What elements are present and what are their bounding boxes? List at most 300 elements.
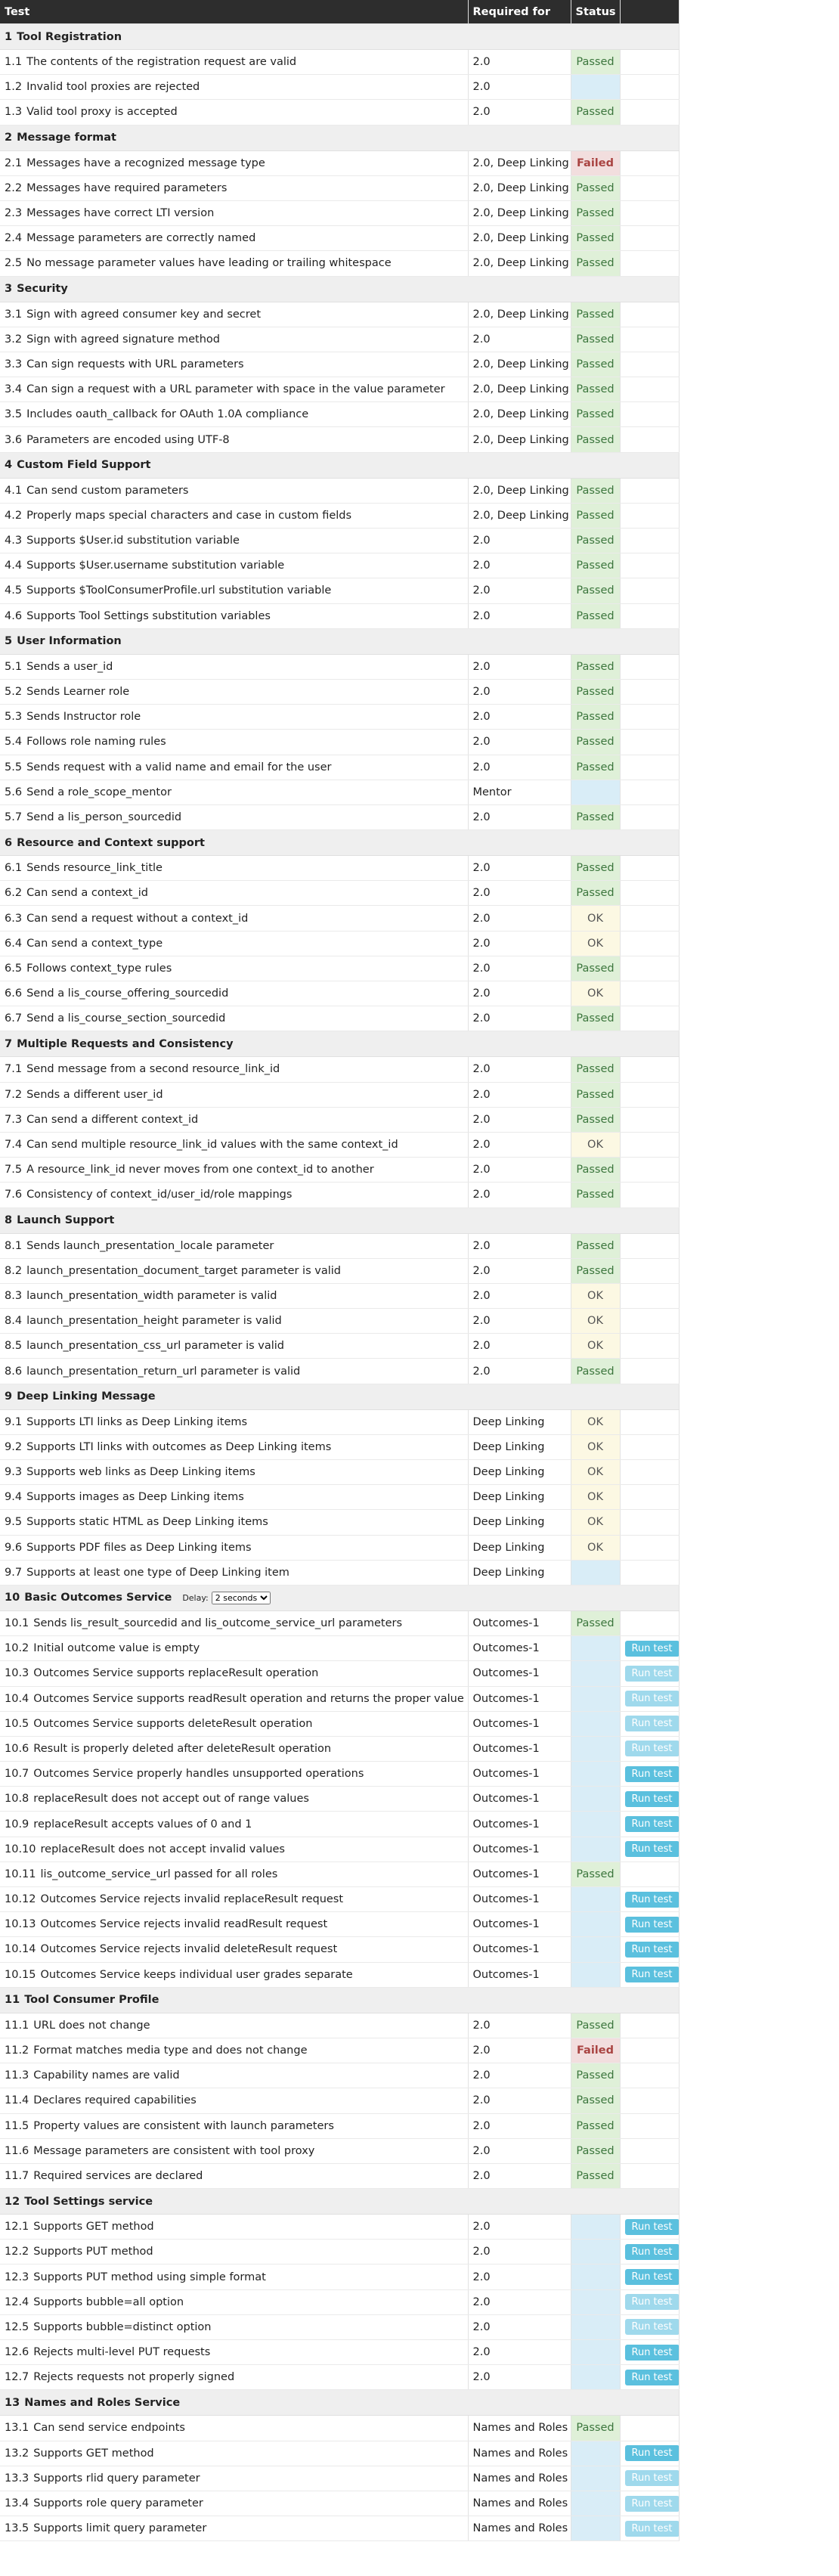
section-title-text: User Information: [17, 635, 122, 648]
status-badge: [571, 1812, 620, 1837]
required-for-cell: 2.0: [468, 1283, 571, 1308]
action-cell: [620, 150, 679, 175]
status-badge: Passed: [571, 327, 620, 352]
status-badge: OK: [571, 1460, 620, 1485]
status-badge: Passed: [571, 603, 620, 628]
test-name: Supports bubble=all option: [33, 2295, 184, 2308]
test-cell: [0, 478, 468, 503]
action-cell: [620, 730, 679, 755]
test-cell: [0, 1686, 468, 1711]
test-row: [0, 2340, 679, 2365]
status-badge: Passed: [571, 956, 620, 981]
test-name: Can send custom parameters: [26, 484, 189, 497]
action-cell: [620, 931, 679, 956]
status-badge: [571, 2289, 620, 2314]
run-test-button[interactable]: Run test: [625, 2219, 680, 2235]
run-test-button[interactable]: Run test: [625, 1741, 680, 1756]
status-badge: [571, 1736, 620, 1761]
test-cell: [0, 2063, 468, 2088]
run-test-button[interactable]: Run test: [625, 1716, 680, 1731]
action-cell: [620, 1787, 679, 1812]
test-number: 11.4: [5, 2094, 29, 2107]
test-row: [0, 1535, 679, 1560]
status-badge: [571, 1837, 620, 1861]
test-name: Send a lis_course_section_sourcedid: [26, 1012, 226, 1025]
test-cell: [0, 881, 468, 906]
test-cell: [0, 2491, 468, 2516]
test-number: 12.4: [5, 2295, 29, 2308]
status-badge: Passed: [571, 200, 620, 225]
run-test-button[interactable]: Run test: [625, 2319, 680, 2335]
test-row: [0, 931, 679, 956]
test-cell: [0, 2264, 468, 2289]
test-cell: [0, 1460, 468, 1485]
required-for-cell: 2.0, Deep Linking: [468, 377, 571, 402]
run-test-button[interactable]: Run test: [625, 1917, 680, 1933]
test-number: 1.3: [5, 106, 23, 119]
required-for-cell: 2.0: [468, 2240, 571, 2264]
test-row: [0, 956, 679, 981]
status-badge: Failed: [571, 2038, 620, 2063]
run-test-button[interactable]: Run test: [625, 2470, 680, 2486]
run-test-button[interactable]: Run test: [625, 2345, 680, 2361]
section-header: [0, 125, 679, 150]
test-number: 10.8: [5, 1793, 29, 1806]
action-cell: [620, 1057, 679, 1082]
test-name: Sends Instructor role: [26, 711, 141, 724]
run-test-button[interactable]: Run test: [625, 1816, 680, 1832]
test-name: URL does not change: [33, 2019, 150, 2032]
test-number: 2.2: [5, 181, 23, 194]
test-row: [0, 1158, 679, 1183]
test-cell: [0, 302, 468, 327]
required-for-cell: 2.0: [468, 578, 571, 603]
action-cell: [620, 981, 679, 1006]
required-for-cell: 2.0: [468, 2215, 571, 2240]
test-name: Outcomes Service rejects invalid readResult request: [40, 1918, 328, 1931]
test-row: [0, 2163, 679, 2188]
test-cell: [0, 377, 468, 402]
status-badge: Passed: [571, 2113, 620, 2138]
test-cell: [0, 1610, 468, 1635]
section-title: [0, 276, 679, 302]
test-name: Message parameters are consistent with tool proxy: [33, 2144, 315, 2157]
action-cell: [620, 2314, 679, 2339]
status-badge: Passed: [571, 578, 620, 603]
action-cell: [620, 1661, 679, 1686]
test-cell: [0, 1057, 468, 1082]
delay-label: Delay:: [182, 1592, 209, 1603]
test-row: [0, 1610, 679, 1635]
required-for-cell: Deep Linking: [468, 1409, 571, 1434]
action-cell: [620, 1006, 679, 1031]
action-cell: [620, 100, 679, 125]
action-cell: [620, 2416, 679, 2441]
test-cell: [0, 1912, 468, 1937]
section-header: [0, 2390, 679, 2416]
test-cell: [0, 100, 468, 125]
test-row: [0, 1510, 679, 1535]
header-test: Test: [0, 0, 468, 24]
required-for-cell: 2.0: [468, 679, 571, 704]
test-name: Outcomes Service supports replaceResult operation: [33, 1667, 319, 1680]
status-badge: [571, 1661, 620, 1686]
status-badge: Passed: [571, 2163, 620, 2188]
status-badge: [571, 780, 620, 804]
test-number: 4.4: [5, 560, 23, 572]
section-header: [0, 1031, 679, 1057]
action-cell: [620, 175, 679, 200]
test-number: 8.2: [5, 1264, 23, 1277]
action-cell: [620, 2365, 679, 2390]
test-number: 2.3: [5, 207, 23, 220]
status-badge: Passed: [571, 478, 620, 503]
run-test-button[interactable]: Run test: [625, 1766, 680, 1782]
action-cell: [620, 1762, 679, 1787]
run-test-button[interactable]: Run test: [625, 2269, 680, 2285]
test-name: Supports at least one type of Deep Linking item: [26, 1566, 289, 1579]
test-name: Messages have required parameters: [26, 181, 228, 194]
action-cell: [620, 377, 679, 402]
action-cell: [620, 1912, 679, 1937]
test-number: 7.4: [5, 1139, 23, 1152]
status-badge: [571, 2516, 620, 2541]
test-cell: [0, 1711, 468, 1736]
status-badge: OK: [571, 1434, 620, 1459]
section-number: 4: [5, 459, 13, 472]
test-name: Message parameters are correctly named: [26, 232, 256, 245]
run-test-button[interactable]: Run test: [625, 2496, 680, 2512]
status-badge: [571, 2466, 620, 2491]
test-row: [0, 1283, 679, 1308]
status-badge: [571, 2264, 620, 2289]
test-number: 10.12: [5, 1893, 36, 1906]
required-for-cell: 2.0: [468, 931, 571, 956]
required-for-cell: 2.0: [468, 1057, 571, 1082]
test-name: Invalid tool proxies are rejected: [26, 81, 200, 94]
test-row: [0, 2240, 679, 2264]
run-test-button[interactable]: Run test: [625, 1691, 680, 1706]
run-test-button[interactable]: Run test: [625, 2445, 680, 2461]
section-title-text: Custom Field Support: [17, 459, 151, 472]
section-number: 8: [5, 1214, 13, 1226]
status-badge: OK: [571, 931, 620, 956]
test-cell: [0, 1006, 468, 1031]
test-name: Result is properly deleted after deleteResult operation: [33, 1742, 332, 1755]
test-row: [0, 2416, 679, 2441]
status-badge: Passed: [571, 1233, 620, 1258]
test-name: Can send a different context_id: [26, 1113, 199, 1126]
required-for-cell: Outcomes-1: [468, 1636, 571, 1661]
required-for-cell: 2.0: [468, 981, 571, 1006]
test-number: 4.6: [5, 609, 23, 622]
status-badge: Passed: [571, 2088, 620, 2113]
test-name: Can send service endpoints: [33, 2422, 185, 2435]
action-cell: [620, 679, 679, 704]
test-name: replaceResult accepts values of 0 and 1: [33, 1818, 252, 1830]
required-for-cell: 2.0: [468, 2314, 571, 2339]
test-name: launch_presentation_return_url parameter is valid: [26, 1365, 301, 1378]
run-test-button[interactable]: Run test: [625, 2244, 680, 2260]
test-number: 13.1: [5, 2422, 29, 2435]
required-for-cell: Names and Roles: [468, 2441, 571, 2466]
status-badge: [571, 1787, 620, 1812]
action-cell: [620, 2038, 679, 2063]
section-number: 1: [5, 30, 13, 43]
status-badge: Passed: [571, 1861, 620, 1886]
test-cell: [0, 2240, 468, 2264]
test-number: 5.1: [5, 660, 23, 673]
test-number: 2.1: [5, 157, 23, 169]
test-name: Supports PDF files as Deep Linking items: [26, 1541, 252, 1554]
test-name: Sends a different user_id: [26, 1088, 163, 1101]
action-cell: [620, 804, 679, 829]
test-number: 8.1: [5, 1239, 23, 1252]
test-name: launch_presentation_css_url parameter is valid: [26, 1340, 284, 1353]
test-cell: [0, 755, 468, 780]
run-test-button[interactable]: Run test: [625, 1892, 680, 1908]
test-cell: [0, 2013, 468, 2038]
status-badge: Failed: [571, 150, 620, 175]
run-test-button[interactable]: Run test: [625, 2521, 680, 2537]
test-number: 9.7: [5, 1566, 23, 1579]
test-name: Supports images as Deep Linking items: [26, 1491, 244, 1504]
required-for-cell: 2.0: [468, 654, 571, 679]
test-number: 11.2: [5, 2044, 29, 2057]
status-badge: Passed: [571, 427, 620, 452]
status-badge: Passed: [571, 856, 620, 881]
test-cell: [0, 2365, 468, 2390]
action-cell: [620, 1861, 679, 1886]
test-row: [0, 50, 679, 75]
test-name: Supports PUT method using simple format: [33, 2271, 266, 2283]
required-for-cell: 2.0: [468, 1183, 571, 1207]
run-test-button[interactable]: Run test: [625, 1841, 680, 1857]
section-header: [0, 830, 679, 856]
test-row: [0, 2365, 679, 2390]
required-for-cell: Deep Linking: [468, 1485, 571, 1510]
required-for-cell: Names and Roles: [468, 2516, 571, 2541]
test-name: Outcomes Service properly handles unsupported operations: [33, 1768, 364, 1781]
test-name: Properly maps special characters and case in custom fields: [26, 509, 352, 522]
test-row: [0, 402, 679, 427]
test-cell: [0, 780, 468, 804]
required-for-cell: Outcomes-1: [468, 1837, 571, 1861]
test-row: [0, 1359, 679, 1384]
required-for-cell: 2.0: [468, 906, 571, 931]
test-number: 10.5: [5, 1717, 29, 1730]
required-for-cell: Outcomes-1: [468, 1861, 571, 1886]
test-row: [0, 100, 679, 125]
test-name: Can send multiple resource_link_id values with the same context_id: [26, 1139, 398, 1152]
test-number: 4.3: [5, 535, 23, 547]
required-for-cell: 2.0: [468, 1132, 571, 1157]
test-number: 13.2: [5, 2447, 29, 2460]
test-cell: [0, 578, 468, 603]
test-name: No message parameter values have leading or trailing whitespace: [26, 257, 392, 270]
test-cell: [0, 2163, 468, 2188]
test-row: [0, 780, 679, 804]
status-badge: Passed: [571, 175, 620, 200]
section-title: [0, 24, 679, 50]
test-number: 10.10: [5, 1843, 36, 1855]
section-title-text: Tool Consumer Profile: [24, 1994, 159, 2007]
test-name: Follows context_type rules: [26, 962, 172, 975]
test-number: 6.2: [5, 887, 23, 900]
test-number: 8.6: [5, 1365, 23, 1378]
action-cell: [620, 654, 679, 679]
run-test-button[interactable]: Run test: [625, 1666, 680, 1682]
test-cell: [0, 856, 468, 881]
status-badge: [571, 1762, 620, 1787]
status-badge: Passed: [571, 2138, 620, 2163]
status-badge: [571, 1887, 620, 1912]
test-name: Supports GET method: [33, 2447, 154, 2460]
test-row: [0, 553, 679, 578]
test-row: [0, 2013, 679, 2038]
required-for-cell: Outcomes-1: [468, 1787, 571, 1812]
test-cell: [0, 1861, 468, 1886]
test-number: 10.4: [5, 1692, 29, 1705]
test-number: 3.2: [5, 333, 23, 346]
section-header: [0, 1384, 679, 1409]
delay-select[interactable]: [212, 1592, 271, 1604]
required-for-cell: 2.0: [468, 2138, 571, 2163]
test-name: Can send a context_id: [26, 887, 148, 900]
test-cell: [0, 603, 468, 628]
test-row: [0, 856, 679, 881]
required-for-cell: 2.0: [468, 2289, 571, 2314]
required-for-cell: 2.0, Deep Linking: [468, 503, 571, 528]
run-test-button[interactable]: Run test: [625, 1942, 680, 1958]
status-badge: OK: [571, 1485, 620, 1510]
run-test-button[interactable]: Run test: [625, 2370, 680, 2385]
action-cell: [620, 226, 679, 251]
action-cell: [620, 1283, 679, 1308]
required-for-cell: 2.0: [468, 1258, 571, 1283]
action-cell: [620, 529, 679, 553]
required-for-cell: Outcomes-1: [468, 1610, 571, 1635]
test-name: Sign with agreed consumer key and secret: [26, 308, 262, 321]
section-title-text: Names and Roles Service: [24, 2396, 181, 2409]
required-for-cell: Outcomes-1: [468, 1661, 571, 1686]
run-test-button[interactable]: Run test: [625, 1641, 680, 1657]
test-number: 10.1: [5, 1617, 29, 1630]
required-for-cell: 2.0, Deep Linking: [468, 200, 571, 225]
required-for-cell: 2.0: [468, 100, 571, 125]
test-cell: [0, 981, 468, 1006]
test-row: [0, 478, 679, 503]
test-name: Outcomes Service rejects invalid deleteResult request: [40, 1943, 338, 1956]
status-badge: Passed: [571, 2416, 620, 2441]
test-name: Messages have a recognized message type: [26, 157, 265, 169]
status-badge: [571, 2340, 620, 2365]
run-test-button[interactable]: Run test: [625, 2294, 680, 2310]
required-for-cell: Names and Roles: [468, 2466, 571, 2491]
test-name: Can sign a request with a URL parameter with space in the value parameter: [26, 383, 445, 396]
test-number: 4.2: [5, 509, 23, 522]
required-for-cell: 2.0, Deep Linking: [468, 402, 571, 427]
test-cell: [0, 2138, 468, 2163]
required-for-cell: 2.0: [468, 2013, 571, 2038]
test-cell: [0, 1334, 468, 1359]
section-header: [0, 452, 679, 478]
action-cell: [620, 1610, 679, 1635]
test-row: [0, 881, 679, 906]
required-for-cell: 2.0: [468, 75, 571, 100]
status-badge: Passed: [571, 679, 620, 704]
test-row: [0, 1233, 679, 1258]
section-number: 5: [5, 635, 13, 648]
test-name: Parameters are encoded using UTF-8: [26, 433, 230, 446]
test-name: Declares required capabilities: [33, 2094, 197, 2107]
test-row: [0, 1636, 679, 1661]
action-cell: [620, 200, 679, 225]
test-cell: [0, 50, 468, 75]
status-badge: OK: [571, 906, 620, 931]
action-cell: [620, 2441, 679, 2466]
section-title: [0, 125, 679, 150]
test-row: [0, 1937, 679, 1962]
test-name: Rejects multi-level PUT requests: [33, 2346, 211, 2359]
test-row: [0, 2038, 679, 2063]
test-name: lis_outcome_service_url passed for all roles: [40, 1868, 278, 1880]
section-number: 6: [5, 836, 13, 849]
test-number: 10.7: [5, 1768, 29, 1781]
required-for-cell: 2.0: [468, 327, 571, 352]
test-number: 5.4: [5, 736, 23, 749]
test-number: 6.1: [5, 862, 23, 875]
required-for-cell: 2.0, Deep Linking: [468, 150, 571, 175]
status-badge: Passed: [571, 402, 620, 427]
section-number: 2: [5, 132, 13, 144]
action-cell: [620, 1158, 679, 1183]
run-test-button[interactable]: Run test: [625, 1967, 680, 1982]
test-row: [0, 1661, 679, 1686]
test-name: Outcomes Service supports readResult operation and returns the proper value: [33, 1692, 464, 1705]
required-for-cell: 2.0, Deep Linking: [468, 226, 571, 251]
action-cell: [620, 75, 679, 100]
run-test-button[interactable]: Run test: [625, 1791, 680, 1807]
status-badge: OK: [571, 1409, 620, 1434]
test-row: [0, 1409, 679, 1434]
test-name: Supports LTI links as Deep Linking items: [26, 1415, 248, 1428]
test-cell: [0, 1183, 468, 1207]
test-row: [0, 503, 679, 528]
test-name: Supports rlid query parameter: [33, 2472, 200, 2485]
test-cell: [0, 2289, 468, 2314]
test-row: [0, 1183, 679, 1207]
action-cell: [620, 906, 679, 931]
test-number: 12.2: [5, 2246, 29, 2258]
test-number: 9.3: [5, 1466, 23, 1479]
section-title: [0, 628, 679, 654]
test-row: [0, 1686, 679, 1711]
required-for-cell: 2.0: [468, 603, 571, 628]
status-badge: Passed: [571, 553, 620, 578]
status-badge: Passed: [571, 654, 620, 679]
test-name: Supports $User.username substitution variable: [26, 560, 285, 572]
section-title-text: Multiple Requests and Consistency: [17, 1037, 234, 1050]
section-title: [0, 1585, 679, 1610]
action-cell: [620, 1937, 679, 1962]
required-for-cell: Outcomes-1: [468, 1762, 571, 1787]
test-row: [0, 75, 679, 100]
action-cell: [620, 956, 679, 981]
test-number: 10.2: [5, 1642, 29, 1655]
test-row: [0, 2088, 679, 2113]
action-cell: [620, 251, 679, 276]
